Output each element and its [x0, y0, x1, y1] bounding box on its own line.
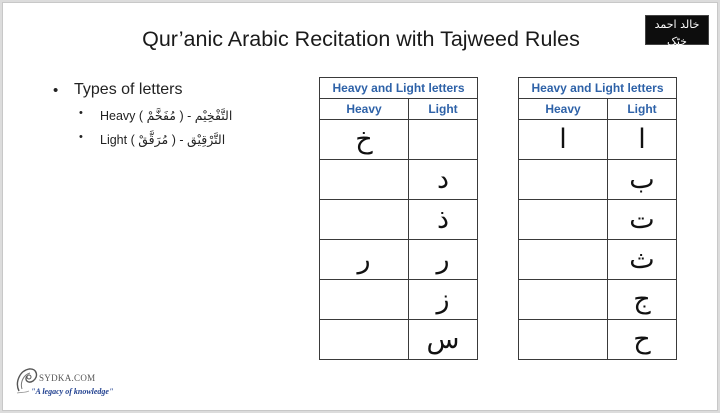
light-cell: ح: [608, 320, 677, 360]
sydka-tagline: "A legacy of knowledge": [31, 387, 114, 396]
light-open-paren: (: [130, 133, 135, 147]
column-header-light: Light: [608, 99, 677, 120]
column-header-light: Light: [409, 99, 478, 120]
heavy-close-paren: ): [179, 109, 184, 123]
light-close-paren: ): [171, 133, 176, 147]
logo-urdu-text: خالد احمد خٹک: [654, 18, 700, 48]
table-row: [320, 160, 478, 200]
table-row: [320, 320, 478, 360]
table-row: [519, 320, 677, 360]
bullet-main-text: Types of letters: [74, 81, 183, 98]
heavy-cell: [320, 280, 409, 320]
heavy-cell: [320, 320, 409, 360]
table-row: [519, 160, 677, 200]
heavy-label: Heavy: [100, 109, 136, 123]
heavy-cell: [519, 240, 608, 280]
table-row: [519, 120, 677, 160]
light-dash: -: [179, 133, 184, 147]
heavy-open-paren: (: [138, 109, 144, 123]
light-arabic-term: التَّرْقِيْق: [187, 132, 226, 147]
bullet-dot-icon: •: [53, 82, 59, 99]
author-logo: [645, 15, 709, 57]
light-cell: ذ: [409, 200, 478, 240]
heavy-cell: [519, 280, 608, 320]
light-cell: ا: [608, 120, 677, 160]
heavy-cell: خ: [320, 120, 409, 160]
table-header: Heavy and Light letters: [519, 78, 677, 99]
sydka-logo: [11, 363, 121, 407]
bullet-dot-icon: •: [79, 107, 83, 119]
light-cell: ر: [409, 240, 478, 280]
table-header: Heavy and Light letters: [320, 78, 478, 99]
heavy-cell: [320, 160, 409, 200]
sydka-name: SYDKA.COM: [39, 373, 96, 383]
table-row: [320, 120, 478, 160]
heavy-dash: -: [187, 109, 192, 123]
column-header-heavy: Heavy: [519, 99, 608, 120]
letters-table-right: [518, 77, 677, 360]
heavy-cell: [519, 200, 608, 240]
light-label: Light: [100, 133, 128, 147]
slide-title: Qur’anic Arabic Recitation with Tajweed Rules: [142, 27, 580, 51]
light-cell: س: [409, 320, 478, 360]
heavy-arabic-word: مُفَخَّمْ: [146, 108, 176, 123]
light-cell: [409, 120, 478, 160]
logo-latin-text: Khalid Ahmad Khattak: [648, 51, 706, 57]
table-row: [320, 280, 478, 320]
light-cell: ز: [409, 280, 478, 320]
light-cell: ب: [608, 160, 677, 200]
heavy-cell: ا: [519, 120, 608, 160]
light-cell: ت: [608, 200, 677, 240]
column-header-heavy: Heavy: [320, 99, 409, 120]
table-row: [519, 240, 677, 280]
light-cell: د: [409, 160, 478, 200]
table-row: [519, 200, 677, 240]
table-row: [519, 280, 677, 320]
heavy-cell: [519, 160, 608, 200]
heavy-arabic-term: التَّفْخِيْم: [194, 108, 233, 123]
light-arabic-word: مُرَقَّقْ: [138, 132, 169, 147]
heavy-cell: [519, 320, 608, 360]
slide: [2, 2, 718, 411]
table-row: [320, 200, 478, 240]
letters-table-left: [319, 77, 478, 360]
heavy-cell: [320, 200, 409, 240]
light-cell: ج: [608, 280, 677, 320]
heavy-cell: ر: [320, 240, 409, 280]
table-row: [320, 240, 478, 280]
light-cell: ث: [608, 240, 677, 280]
bullet-dot-icon: •: [79, 131, 83, 143]
